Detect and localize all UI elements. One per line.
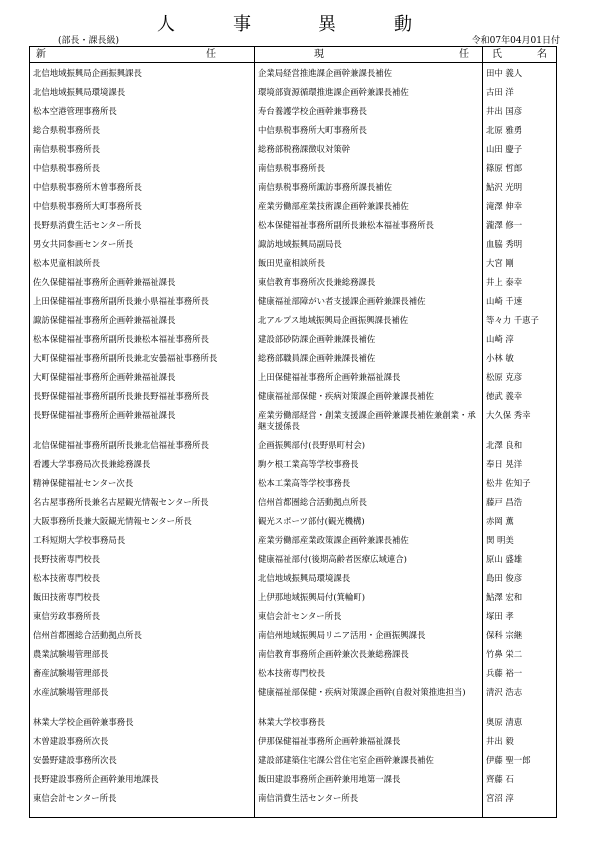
new-position: 北信保健福祉事務所副所長兼北信福祉事務所長 (33, 440, 209, 450)
current-position: 健康福祉部障がい者支援課企画幹兼課長補佐 (258, 296, 426, 306)
current-position: 上田保健福祉事務所企画幹兼福祉課長 (258, 372, 401, 382)
person-name: 井出 国彦 (486, 106, 523, 116)
new-position: 長野保健福祉事務所企画幹兼福祉課長 (33, 410, 176, 420)
current-position: 環境部資源循環推進課企画幹兼課長補佐 (258, 87, 409, 97)
table-row (30, 406, 556, 436)
person-name: 松井 佐知子 (486, 478, 531, 488)
table-row (30, 664, 556, 683)
current-position: 健康福祉部付(後期高齢者医療広域連合) (258, 554, 407, 564)
person-name: 鮎澤 宏和 (486, 592, 523, 602)
current-position: 企画振興部付(長野県町村会) (258, 440, 366, 450)
person-name: 保科 宗継 (486, 630, 523, 640)
new-position: 松本技術専門校長 (33, 573, 100, 583)
current-position: 飯田建設事務所企画幹兼用地第一課長 (258, 774, 401, 784)
current-position: 北アルプス地域振興局企画振興課長補佐 (258, 315, 409, 325)
table-row (30, 455, 556, 474)
person-name: 大久保 秀幸 (486, 410, 531, 420)
header-name (482, 47, 556, 62)
new-position: 男女共同参画センター所長 (33, 239, 134, 249)
new-position: 名古屋事務所長兼名古屋観光情報センター所長 (33, 497, 209, 507)
person-name: 井上 泰幸 (486, 277, 523, 287)
current-position: 東信教育事務所次長兼総務課長 (258, 277, 376, 287)
table-row (30, 588, 556, 607)
table-row (30, 436, 556, 455)
new-position: 松本児童相談所長 (33, 258, 100, 268)
table-row (30, 713, 556, 732)
current-position: 北信地域振興局環境課長 (258, 573, 351, 583)
table-header (30, 47, 556, 63)
header-name-char: 氏 (492, 49, 502, 60)
table-row (30, 626, 556, 645)
new-position: 中信県税事務所木曽事務所長 (33, 182, 142, 192)
person-name: 瀧澤 修一 (486, 220, 523, 230)
person-name: 赤岡 薫 (486, 516, 514, 526)
new-position: 長野技術専門校長 (33, 554, 100, 564)
person-name: 篠原 哲郎 (486, 163, 523, 173)
person-name: 山田 慶子 (486, 144, 523, 154)
person-name: 齊藤 石 (486, 774, 514, 784)
person-name: 血脇 秀明 (486, 239, 523, 249)
person-name: 山崎 千速 (486, 296, 523, 306)
person-name: 大宮 剛 (486, 258, 514, 268)
header-new (30, 47, 254, 62)
table-row (30, 102, 556, 121)
person-name: 奥原 清恵 (486, 717, 523, 727)
title-char: 事 (233, 14, 251, 35)
person-name: 伊藤 聖一郎 (486, 755, 531, 765)
new-position: 信州首都圏総合活動拠点所長 (33, 630, 142, 640)
new-position: 松本保健福祉事務所副所長兼松本福祉事務所長 (33, 334, 209, 344)
table-row (30, 387, 556, 406)
table-row (30, 569, 556, 588)
title-char: 人 (157, 14, 175, 35)
page-subtitle: (部長・課長級) (58, 36, 120, 46)
person-name: 竹鼻 栄二 (486, 649, 523, 659)
person-name: 松原 克彦 (486, 372, 523, 382)
table-row (30, 368, 556, 387)
current-position: 松本工業高等学校事務長 (258, 478, 351, 488)
new-position: 北信地域振興局企画振興課長 (33, 68, 142, 78)
person-name: 滝澤 伸幸 (486, 201, 523, 211)
new-position: 畜産試験場管理部長 (33, 668, 109, 678)
new-position: 北信地域振興局環境課長 (33, 87, 126, 97)
table-row (30, 645, 556, 664)
current-position: 南信県税事務所諏訪事務所課長補佐 (258, 182, 392, 192)
person-name: 北原 雅勇 (486, 125, 523, 135)
new-position: 長野建設事務所企画幹兼用地課長 (33, 774, 159, 784)
person-name: 兵藤 裕一 (486, 668, 523, 678)
person-name: 北澤 良和 (486, 440, 523, 450)
current-position: 南信県税事務所長 (258, 163, 325, 173)
current-position: 伊那保健福祉事務所企画幹兼福祉課長 (258, 736, 401, 746)
table-row (30, 493, 556, 512)
table-row (30, 140, 556, 159)
current-position: 東信会計センター所長 (258, 611, 342, 621)
header-new-char: 任 (206, 49, 216, 60)
table-row (30, 197, 556, 216)
table-row (30, 178, 556, 197)
new-position: 工科短期大学校事務局長 (33, 535, 126, 545)
person-name: 山崎 淳 (486, 334, 514, 344)
new-position: 大町保健福祉事務所企画幹兼福祉課長 (33, 372, 176, 382)
header-current (254, 47, 482, 62)
new-position: 長野県消費生活センター所長 (33, 220, 142, 230)
current-position: 諏訪地域振興局副局長 (258, 239, 342, 249)
table-row (30, 216, 556, 235)
new-position: 農業試験場管理部長 (33, 649, 109, 659)
person-name: 清沢 浩志 (486, 687, 523, 697)
new-position: 飯田技術専門校長 (33, 592, 100, 602)
new-position: 松本空港管理事務所長 (33, 106, 117, 116)
current-position: 南信州地域振興局リニア活用・企画振興課長 (258, 630, 426, 640)
current-position: 寿台養護学校企画幹兼事務長 (258, 106, 367, 116)
new-position: 大町保健福祉事務所副所長兼北安曇福祉事務所長 (33, 353, 218, 363)
person-name: 古田 洋 (486, 87, 514, 97)
current-position: 中信県税事務所大町事務所長 (258, 125, 367, 135)
table-row (30, 732, 556, 751)
person-name: 原山 盛雄 (486, 554, 523, 564)
person-name: 等々力 千恵子 (486, 315, 539, 325)
title-char: 異 (318, 14, 336, 35)
table-row (30, 254, 556, 273)
table-row (30, 273, 556, 292)
current-position: 健康福祉部保健・疾病対策課企画幹兼課長補佐 (258, 391, 434, 401)
current-position: 南信消費生活センター所長 (258, 793, 359, 803)
person-name: 関 明美 (486, 535, 514, 545)
table-row (30, 683, 556, 713)
table-row (30, 512, 556, 531)
person-name: 徳武 義幸 (486, 391, 523, 401)
table-row (30, 64, 556, 83)
current-position: 産業労働部経営・創業支援課企画幹兼課長補佐兼創業・承継支援係長 (258, 410, 476, 431)
table-row (30, 531, 556, 550)
new-position: 精神保健福祉センター次長 (33, 478, 134, 488)
effective-date: 令和07年04月01日付 (471, 36, 560, 46)
table-row (30, 121, 556, 140)
table-row (30, 159, 556, 178)
current-position: 総務部税務課徴収対策幹 (258, 144, 351, 154)
current-position: 建設部砂防課企画幹兼課長補佐 (258, 334, 376, 344)
table-row (30, 235, 556, 254)
new-position: 上田保健福祉事務所副所長兼小県福祉事務所長 (33, 296, 209, 306)
new-position: 中信県税事務所大町事務所長 (33, 201, 142, 211)
person-name: 小林 敏 (486, 353, 514, 363)
new-position: 大阪事務所長兼大阪観光情報センター所長 (33, 516, 192, 526)
current-position: 飯田児童相談所長 (258, 258, 325, 268)
table-row (30, 83, 556, 102)
new-position: 中信県税事務所長 (33, 163, 100, 173)
personnel-table (29, 46, 557, 818)
new-position: 安曇野建設事務所次長 (33, 755, 117, 765)
new-position: 木曽建設事務所次長 (33, 736, 109, 746)
title-char: 動 (394, 14, 412, 35)
new-position: 南信県税事務所長 (33, 144, 100, 154)
current-position: 上伊那地域振興局付(箕輪町) (258, 592, 366, 602)
current-position: 観光スポーツ部付(観光機構) (258, 516, 365, 526)
new-position: 東信会計センター所長 (33, 793, 117, 803)
current-position: 信州首都圏総合活動拠点所長 (258, 497, 367, 507)
header-current-char: 現 (314, 49, 324, 60)
table-row (30, 607, 556, 626)
current-position: 総務部職員課企画幹兼課長補佐 (258, 353, 376, 363)
current-position: 建設部建築住宅課公営住宅室企画幹兼課長補佐 (258, 755, 434, 765)
table-row (30, 550, 556, 569)
current-position: 産業労働部産業政策課企画幹兼課長補佐 (258, 535, 409, 545)
new-position: 東信労政事務所長 (33, 611, 100, 621)
table-row (30, 330, 556, 349)
person-name: 藤戸 昌浩 (486, 497, 523, 507)
new-position: 水産試験場管理部長 (33, 687, 109, 697)
header-name-char: 名 (537, 49, 547, 60)
page-title (0, 13, 590, 37)
new-position: 林業大学校企画幹兼事務長 (33, 717, 134, 727)
table-row (30, 751, 556, 770)
current-position: 林業大学校事務長 (258, 717, 325, 727)
table-row (30, 349, 556, 368)
person-name: 宮沼 淳 (486, 793, 514, 803)
new-position: 総合県税事務所長 (33, 125, 100, 135)
new-position: 看護大学事務局次長兼総務課長 (33, 459, 151, 469)
person-name: 島田 俊彦 (486, 573, 523, 583)
current-position: 松本保健福祉事務所副所長兼松本福祉事務所長 (258, 220, 434, 230)
table-row (30, 789, 556, 808)
header-current-char: 任 (459, 49, 469, 60)
person-name: 井出 毅 (486, 736, 514, 746)
person-name: 田中 義人 (486, 68, 523, 78)
person-name: 塚田 孝 (486, 611, 514, 621)
table-row (30, 292, 556, 311)
new-position: 佐久保健福祉事務所企画幹兼福祉課長 (33, 277, 176, 287)
current-position: 健康福祉部保健・疾病対策課企画幹(自殺対策推進担当) (258, 687, 466, 697)
current-position: 駒ケ根工業高等学校事務長 (258, 459, 359, 469)
table-row (30, 770, 556, 789)
current-position: 松本技術専門校長 (258, 668, 325, 678)
current-position: 産業労働部産業技術課企画幹兼課長補佐 (258, 201, 409, 211)
new-position: 長野保健福祉事務所副所長兼長野福祉事務所長 (33, 391, 209, 401)
person-name: 鮎沢 光明 (486, 182, 523, 192)
header-new-char: 新 (36, 49, 46, 60)
current-position: 南信教育事務所企画幹兼次長兼総務課長 (258, 649, 409, 659)
table-row (30, 474, 556, 493)
current-position: 企業局経営推進課企画幹兼課長補佐 (258, 68, 392, 78)
new-position: 諏訪保健福祉事務所企画幹兼福祉課長 (33, 315, 176, 325)
person-name: 奉日 晃洋 (486, 459, 523, 469)
table-row (30, 311, 556, 330)
